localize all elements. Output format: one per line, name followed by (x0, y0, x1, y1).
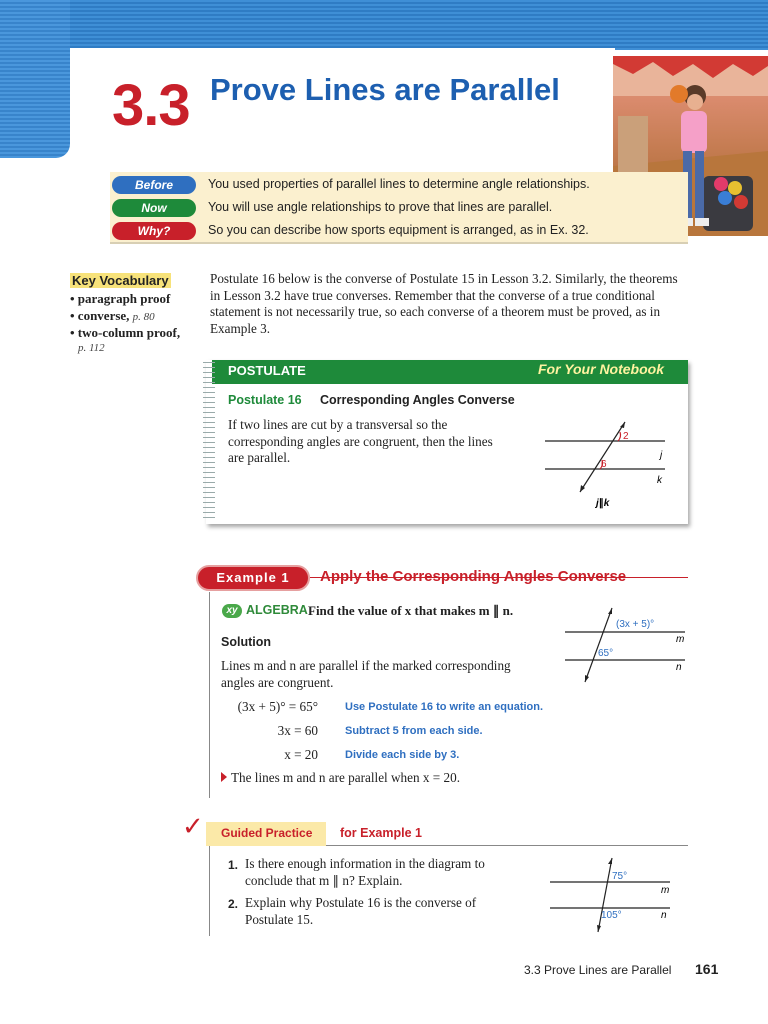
guided-practice-margin-line (209, 846, 210, 936)
footer-section: 3.3 Prove Lines are Parallel (524, 963, 672, 977)
example-title: Apply the Corresponding Angles Converse (320, 568, 627, 585)
notebook-note: For Your Notebook (538, 361, 664, 377)
transversal (580, 422, 625, 492)
guided-practice-rule (326, 845, 688, 846)
postulate-body: If two lines are cut by a transversal so the corresponding angles are congruent, then the lines are parallel. (228, 417, 493, 465)
angle-2-label: 2 (623, 431, 629, 442)
postulate-label: POSTULATE (228, 363, 306, 378)
before-text: You used properties of parallel lines to determine angle relationships. (208, 177, 590, 191)
line-n-label: n (661, 910, 667, 921)
top-banner (0, 0, 768, 50)
vocab-item: • paragraph proof (70, 291, 171, 306)
now-text: You will use angle relationships to prove that lines are parallel. (208, 200, 553, 214)
angle-bottom-label: 65° (598, 648, 614, 659)
angle-6-label: 6 (601, 459, 607, 470)
postulate-number: Postulate 16 (228, 393, 302, 407)
example-badge: Example 1 (196, 565, 310, 591)
why-text: So you can describe how sports equipment is arranged, as in Ex. 32. (208, 223, 589, 237)
line-n-label: n (676, 662, 682, 673)
line-m-label: m (661, 885, 670, 896)
postulate-diagram (540, 420, 675, 515)
line-m-label: m (676, 634, 685, 645)
example-text: Lines m and n are parallel if the marked corresponding angles are congruent. (221, 658, 511, 690)
why-tag: Why? (112, 222, 196, 240)
xy-icon: xy (222, 604, 242, 618)
notebook-spiral (203, 362, 215, 522)
now-tag: Now (112, 199, 196, 217)
vocab-page-ref: p. 112 (78, 342, 105, 354)
step-note: Subtract 5 from each side. (345, 725, 483, 737)
before-tag: Before (112, 176, 196, 194)
step-note: Use Postulate 16 to write an equation. (345, 701, 544, 713)
step-note: Divide each side by 3. (345, 749, 460, 761)
page-number: 161 (695, 961, 719, 977)
exercise-number: 1. (228, 858, 239, 872)
section-tab (0, 0, 70, 158)
example-diagram (560, 605, 690, 685)
practice-diagram (545, 855, 680, 935)
example-conclusion: The lines m and n are parallel when x = 20. (221, 770, 460, 786)
vocab-item: • two-column proof, (70, 325, 181, 340)
check-icon: ✓ (182, 812, 204, 842)
algebra-label: ALGEBRA (246, 603, 308, 617)
guided-practice-label: Guided Practice (221, 826, 313, 840)
postulate-name: Corresponding Angles Converse (320, 393, 515, 407)
key-vocab-title: Key Vocabulary (72, 273, 169, 288)
step-equation: (3x + 5)° = 65° (237, 699, 318, 714)
angle-bottom-label: 105° (601, 910, 622, 921)
section-number: 3.3 (112, 73, 190, 138)
step-equation: 3x = 60 (277, 723, 318, 738)
vocab-item: • converse, p. 80 (70, 308, 155, 323)
section-title: Prove Lines are Parallel (210, 72, 560, 107)
angle-top-label: 75° (612, 871, 628, 882)
exercise-number: 2. (228, 897, 239, 911)
line-j-label: j (660, 450, 663, 461)
intro-paragraph: Postulate 16 below is the converse of Postulate 15 in Lesson 3.2. Similarly, the theorems in Lesson 3.2 have true converses. Remember that the converse of a true conditional statement is not necessarily true, so each converse of a theorem must be proved, as in Example 3. (210, 271, 678, 336)
line-k-label: k (657, 475, 662, 486)
angle-top-label: (3x + 5)° (616, 619, 655, 630)
exercise-text: Is there enough information in the diagram to conclude that m ∥ n? Explain. (245, 856, 485, 888)
guided-practice-for: for Example 1 (340, 826, 422, 840)
transversal (585, 608, 612, 682)
arrow-icon (221, 772, 227, 782)
step-equation: x = 20 (284, 747, 318, 762)
example-margin-line (209, 592, 210, 798)
parallel-caption: j∥k (596, 498, 610, 509)
exercise-text: Explain why Postulate 16 is the converse of Postulate 15. (245, 895, 477, 927)
example-question: Find the value of x that makes m ∥ n. (308, 603, 514, 618)
solution-label: Solution (221, 635, 271, 649)
